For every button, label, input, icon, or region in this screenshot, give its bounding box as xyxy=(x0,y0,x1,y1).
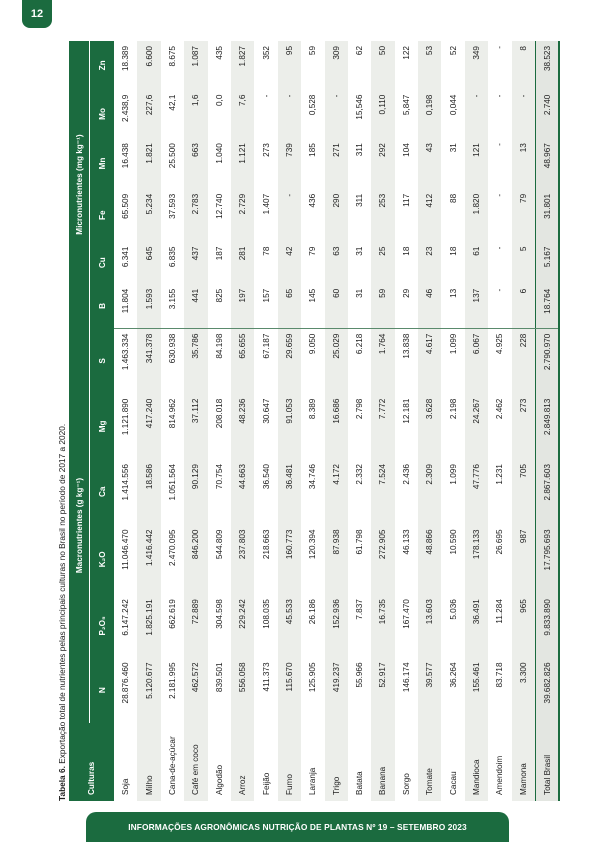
table-cell: 4.617 xyxy=(418,328,441,394)
crop-name: Cacau xyxy=(441,723,464,801)
table-cell: 8.389 xyxy=(301,394,324,459)
page-number: 12 xyxy=(22,0,52,28)
table-cell: 87.938 xyxy=(325,525,348,595)
table-cell: 2.462 xyxy=(488,394,511,459)
table-cell: 2.790.970 xyxy=(536,328,560,394)
table-cell: 253 xyxy=(371,189,394,242)
table-cell: 5.167 xyxy=(536,242,560,284)
table-cell: 48.236 xyxy=(231,394,254,459)
table-cell: 1.821 xyxy=(137,138,160,189)
column-header: K₂O xyxy=(90,525,115,595)
table-cell: 60 xyxy=(325,284,348,328)
header-crops: Culturas xyxy=(69,723,114,801)
table-cell: 0,528 xyxy=(301,90,324,139)
table-cell: 9.050 xyxy=(301,328,324,394)
table-cell: 29 xyxy=(395,284,418,328)
nutrient-export-table xyxy=(69,41,560,801)
table-cell: 26.186 xyxy=(301,594,324,657)
table-cell: 5.036 xyxy=(441,594,464,657)
table-cell: 59 xyxy=(371,284,394,328)
table-cell: 44.663 xyxy=(231,459,254,524)
table-cell: 157 xyxy=(254,284,277,328)
table-row xyxy=(371,41,394,801)
table-cell: 95 xyxy=(278,41,301,90)
table-cell: 17.795.693 xyxy=(536,525,560,595)
table-cell: 39.682.826 xyxy=(536,657,560,722)
table-cell: 88 xyxy=(441,189,464,242)
table-cell: 122 xyxy=(395,41,418,90)
table-cell: 145 xyxy=(301,284,324,328)
table-cell: 120.394 xyxy=(301,525,324,595)
table-cell: 5,847 xyxy=(395,90,418,139)
crop-name: Tomate xyxy=(418,723,441,801)
table-cell: 846.200 xyxy=(184,525,207,595)
table-cell: 31 xyxy=(348,284,371,328)
table-cell: 1.087 xyxy=(184,41,207,90)
table-cell: 273 xyxy=(512,394,536,459)
table-cell: 59 xyxy=(301,41,324,90)
table-cell: 31.801 xyxy=(536,189,560,242)
table-row xyxy=(208,41,231,801)
crop-name: Mamona xyxy=(512,723,536,801)
table-cell: 237.803 xyxy=(231,525,254,595)
table-cell: 48.967 xyxy=(536,138,560,189)
table-cell: 11.284 xyxy=(488,594,511,657)
table-cell: 1,6 xyxy=(184,90,207,139)
table-cell: 42 xyxy=(278,242,301,284)
table-cell: 115.670 xyxy=(278,657,301,722)
table-cell: 12.181 xyxy=(395,394,418,459)
table-cell: 11.046.470 xyxy=(114,525,137,595)
column-header: Ca xyxy=(90,459,115,524)
table-cell: 13 xyxy=(441,284,464,328)
table-cell: 2.470.095 xyxy=(161,525,184,595)
table-row xyxy=(301,41,324,801)
table-cell: 309 xyxy=(325,41,348,90)
table-cell: 39.577 xyxy=(418,657,441,722)
table-cell: 544.809 xyxy=(208,525,231,595)
table-cell: 271 xyxy=(325,138,348,189)
table-cell: 292 xyxy=(371,138,394,189)
table-cell: 25 xyxy=(371,242,394,284)
column-header: P₂O₅ xyxy=(90,594,115,657)
crop-name: Amendoim xyxy=(488,723,511,801)
table-cell: 137 xyxy=(465,284,488,328)
table-cell: 7.524 xyxy=(371,459,394,524)
table-cell: 18.764 xyxy=(536,284,560,328)
table-cell: 3.628 xyxy=(418,394,441,459)
table-cell: 965 xyxy=(512,594,536,657)
table-cell: 5.234 xyxy=(137,189,160,242)
column-header: Cu xyxy=(90,242,115,284)
table-cell: 46 xyxy=(418,284,441,328)
table-cell: 7.837 xyxy=(348,594,371,657)
table-cell: 13.603 xyxy=(418,594,441,657)
table-cell: 273 xyxy=(254,138,277,189)
table-cell: 26.695 xyxy=(488,525,511,595)
table-cell: 45.533 xyxy=(278,594,301,657)
table-cell: 0,198 xyxy=(418,90,441,139)
table-cell: 6.600 xyxy=(137,41,160,90)
table-row xyxy=(184,41,207,801)
crop-name: Batata xyxy=(348,723,371,801)
table-cell: 18 xyxy=(395,242,418,284)
crop-name: Algodão xyxy=(208,723,231,801)
table-cell: 46.133 xyxy=(395,525,418,595)
table-cell: 47.776 xyxy=(465,459,488,524)
crop-name: Arroz xyxy=(231,723,254,801)
table-cell: 7,6 xyxy=(231,90,254,139)
table-cell: 5 xyxy=(512,242,536,284)
table-cell: - xyxy=(254,90,277,139)
table-cell: 61 xyxy=(465,242,488,284)
table-cell: 30.647 xyxy=(254,394,277,459)
table-cell: 12.740 xyxy=(208,189,231,242)
table-cell: 0,0 xyxy=(208,90,231,139)
table-cell: 352 xyxy=(254,41,277,90)
table-cell: 3.300 xyxy=(512,657,536,722)
table-cell: 36.264 xyxy=(441,657,464,722)
table-row xyxy=(114,41,137,801)
table-cell: 412 xyxy=(418,189,441,242)
table-cell: 630.938 xyxy=(161,328,184,394)
table-cell: 50 xyxy=(371,41,394,90)
table-cell: 15,546 xyxy=(348,90,371,139)
table-cell: 52 xyxy=(441,41,464,90)
table-cell: 1.820 xyxy=(465,189,488,242)
table-cell: 311 xyxy=(348,138,371,189)
table-row xyxy=(488,41,511,801)
table-cell: 79 xyxy=(301,242,324,284)
table-cell: 16.438 xyxy=(114,138,137,189)
crop-name: Café em coco xyxy=(184,723,207,801)
table-row xyxy=(137,41,160,801)
table-cell: 1.231 xyxy=(488,459,511,524)
table-cell: 1.593 xyxy=(137,284,160,328)
table-cell: 0,110 xyxy=(371,90,394,139)
table-cell: 91.053 xyxy=(278,394,301,459)
table-cell: 6 xyxy=(512,284,536,328)
table-cell: 0,044 xyxy=(441,90,464,139)
table-cell: - xyxy=(488,138,511,189)
table-cell: 65.509 xyxy=(114,189,137,242)
table-cell: 43 xyxy=(418,138,441,189)
table-cell: 63 xyxy=(325,242,348,284)
table-cell: 2.849.813 xyxy=(536,394,560,459)
crop-name: Feijão xyxy=(254,723,277,801)
table-cell: 55.966 xyxy=(348,657,371,722)
table-cell: 7.772 xyxy=(371,394,394,459)
table-cell: 662.619 xyxy=(161,594,184,657)
table-row xyxy=(512,41,536,801)
caption-label: Tabela 6. xyxy=(57,766,67,801)
table-cell: 117 xyxy=(395,189,418,242)
table-cell: 185 xyxy=(301,138,324,189)
table-cell: 29.659 xyxy=(278,328,301,394)
table-cell: 34.746 xyxy=(301,459,324,524)
crop-name: Total Brasil xyxy=(536,723,560,801)
table-cell: 229.242 xyxy=(231,594,254,657)
table-cell: 36.491 xyxy=(465,594,488,657)
table-cell: 72.889 xyxy=(184,594,207,657)
table-cell: 2.783 xyxy=(184,189,207,242)
table-cell: 18.586 xyxy=(137,459,160,524)
table-cell: 104 xyxy=(395,138,418,189)
crop-name: Cana-de-açúcar xyxy=(161,723,184,801)
table-cell: 825 xyxy=(208,284,231,328)
table-cell: 178.133 xyxy=(465,525,488,595)
table-cell: 167.470 xyxy=(395,594,418,657)
table-cell: 152.936 xyxy=(325,594,348,657)
crop-name: Soja xyxy=(114,723,137,801)
table-cell: 6.341 xyxy=(114,242,137,284)
table-row xyxy=(418,41,441,801)
column-header: Fe xyxy=(90,189,115,242)
table-cell: 48.866 xyxy=(418,525,441,595)
table-cell: 6.218 xyxy=(348,328,371,394)
table-cell: 35.786 xyxy=(184,328,207,394)
table-cell: 2.729 xyxy=(231,189,254,242)
table-cell: 90.129 xyxy=(184,459,207,524)
table-cell: 31 xyxy=(348,242,371,284)
table-cell: 349 xyxy=(465,41,488,90)
table-cell: 62 xyxy=(348,41,371,90)
table-cell: - xyxy=(512,90,536,139)
table-cell: 13.838 xyxy=(395,328,418,394)
column-header: N xyxy=(90,657,115,722)
table-cell: 987 xyxy=(512,525,536,595)
table-cell: 304.598 xyxy=(208,594,231,657)
total-row xyxy=(536,41,560,801)
table-cell: 228 xyxy=(512,328,536,394)
table-cell: 9.833.890 xyxy=(536,594,560,657)
table-cell: 125.905 xyxy=(301,657,324,722)
table-cell: 5.120.677 xyxy=(137,657,160,722)
table-cell: 36.540 xyxy=(254,459,277,524)
header-macronutrients: Macronutrientes (g kg⁻¹) xyxy=(69,328,90,723)
table-cell: 67.187 xyxy=(254,328,277,394)
table-cell: 42,1 xyxy=(161,90,184,139)
table-cell: 155.461 xyxy=(465,657,488,722)
column-header: Mo xyxy=(90,90,115,139)
table-row xyxy=(161,41,184,801)
table-cell: 6.835 xyxy=(161,242,184,284)
table-cell: - xyxy=(488,41,511,90)
table-cell: 1.099 xyxy=(441,459,464,524)
table-cell: 227,6 xyxy=(137,90,160,139)
table-cell: - xyxy=(465,90,488,139)
table-body xyxy=(114,41,559,801)
table-cell: 187 xyxy=(208,242,231,284)
table-cell: 1.764 xyxy=(371,328,394,394)
table-cell: - xyxy=(488,284,511,328)
column-header-row xyxy=(90,41,115,801)
table-cell: 10.590 xyxy=(441,525,464,595)
table-cell: 23 xyxy=(418,242,441,284)
table-cell: 290 xyxy=(325,189,348,242)
table-cell: 11.804 xyxy=(114,284,137,328)
table-cell: 121 xyxy=(465,138,488,189)
table-cell: 1.825.191 xyxy=(137,594,160,657)
table-cell: 79 xyxy=(512,189,536,242)
table-cell: 814.962 xyxy=(161,394,184,459)
rotated-table-block xyxy=(55,41,552,801)
table-cell: 1.827 xyxy=(231,41,254,90)
column-header: Mg xyxy=(90,394,115,459)
table-caption xyxy=(57,424,67,801)
table-cell: 1.051.564 xyxy=(161,459,184,524)
table-cell: - xyxy=(325,90,348,139)
crop-name: Sorgo xyxy=(395,723,418,801)
table-cell: 435 xyxy=(208,41,231,90)
table-cell: 53 xyxy=(418,41,441,90)
table-cell: 16.686 xyxy=(325,394,348,459)
table-cell: 441 xyxy=(184,284,207,328)
table-cell: 1.121.890 xyxy=(114,394,137,459)
table-row xyxy=(348,41,371,801)
table-cell: 2.798 xyxy=(348,394,371,459)
table-cell: 84.198 xyxy=(208,328,231,394)
crop-name: Trigo xyxy=(325,723,348,801)
table-cell: 218.663 xyxy=(254,525,277,595)
table-cell: 3.155 xyxy=(161,284,184,328)
table-cell: 70.754 xyxy=(208,459,231,524)
table-cell: 108.035 xyxy=(254,594,277,657)
column-header: Zn xyxy=(90,41,115,90)
table-cell: 8 xyxy=(512,41,536,90)
table-cell: 1.099 xyxy=(441,328,464,394)
crop-name: Milho xyxy=(137,723,160,801)
table-cell: 2.438,9 xyxy=(114,90,137,139)
table-cell: - xyxy=(278,90,301,139)
table-cell: 65 xyxy=(278,284,301,328)
table-cell: 37.112 xyxy=(184,394,207,459)
table-cell: 78 xyxy=(254,242,277,284)
table-row xyxy=(441,41,464,801)
crop-name: Fumo xyxy=(278,723,301,801)
table-cell: 1.414.556 xyxy=(114,459,137,524)
table-row xyxy=(465,41,488,801)
table-cell: 38.523 xyxy=(536,41,560,90)
table-cell: 739 xyxy=(278,138,301,189)
table-cell: 1.463.334 xyxy=(114,328,137,394)
table-cell: 417.240 xyxy=(137,394,160,459)
table-cell: 411.373 xyxy=(254,657,277,722)
crop-name: Laranja xyxy=(301,723,324,801)
table-cell: 61.798 xyxy=(348,525,371,595)
column-header: S xyxy=(90,328,115,394)
crop-name: Banana xyxy=(371,723,394,801)
table-cell: 341.378 xyxy=(137,328,160,394)
table-cell: 2.436 xyxy=(395,459,418,524)
table-cell: 437 xyxy=(184,242,207,284)
table-row xyxy=(231,41,254,801)
table-cell: 1.416.442 xyxy=(137,525,160,595)
table-cell: 462.572 xyxy=(184,657,207,722)
table-cell: 28.876.460 xyxy=(114,657,137,722)
column-header: Mn xyxy=(90,138,115,189)
table-cell: 31 xyxy=(441,138,464,189)
table-cell: - xyxy=(278,189,301,242)
table-cell: 25.500 xyxy=(161,138,184,189)
table-cell: 18.389 xyxy=(114,41,137,90)
table-cell: 1.121 xyxy=(231,138,254,189)
table-cell: 2.740 xyxy=(536,90,560,139)
table-cell: 4.925 xyxy=(488,328,511,394)
table-cell: 2.867.603 xyxy=(536,459,560,524)
table-cell: - xyxy=(488,90,511,139)
table-cell: 160.773 xyxy=(278,525,301,595)
column-header: B xyxy=(90,284,115,328)
table-cell: 1.407 xyxy=(254,189,277,242)
table-cell: 8.675 xyxy=(161,41,184,90)
table-cell: 13 xyxy=(512,138,536,189)
table-cell: 36.481 xyxy=(278,459,301,524)
table-cell: 645 xyxy=(137,242,160,284)
table-cell: 208.018 xyxy=(208,394,231,459)
table-cell: 37.593 xyxy=(161,189,184,242)
footer-banner: INFORMAÇÕES AGRONÔMICAS NUTRIÇÃO DE PLANTAS Nº 19 – SETEMBRO 2023 xyxy=(86,812,509,842)
table-cell: 2.181.995 xyxy=(161,657,184,722)
table-cell: 663 xyxy=(184,138,207,189)
table-cell: 146.174 xyxy=(395,657,418,722)
table-row xyxy=(254,41,277,801)
table-cell: 1.040 xyxy=(208,138,231,189)
table-cell: 311 xyxy=(348,189,371,242)
table-cell: 6.147.242 xyxy=(114,594,137,657)
table-cell: 2.332 xyxy=(348,459,371,524)
table-cell: 6.067 xyxy=(465,328,488,394)
table-row xyxy=(395,41,418,801)
table-cell: 272.905 xyxy=(371,525,394,595)
table-cell: 16.735 xyxy=(371,594,394,657)
table-cell: 705 xyxy=(512,459,536,524)
table-row xyxy=(325,41,348,801)
table-cell: 18 xyxy=(441,242,464,284)
caption-text: Exportação total de nutrientes pelas principais culturas no Brasil no período de 2017 a 2020. xyxy=(57,423,67,764)
table-cell: 2.198 xyxy=(441,394,464,459)
table-cell: 83.718 xyxy=(488,657,511,722)
table-cell: 52.917 xyxy=(371,657,394,722)
table-cell: 839.501 xyxy=(208,657,231,722)
table-cell: 65.655 xyxy=(231,328,254,394)
table-cell: 24.267 xyxy=(465,394,488,459)
table-cell: 4.172 xyxy=(325,459,348,524)
table-row xyxy=(278,41,301,801)
crop-name: Mandioca xyxy=(465,723,488,801)
table-cell: 197 xyxy=(231,284,254,328)
table-cell: 419.237 xyxy=(325,657,348,722)
table-cell: 25.029 xyxy=(325,328,348,394)
table-cell: 556.058 xyxy=(231,657,254,722)
table-cell: 436 xyxy=(301,189,324,242)
table-cell: 281 xyxy=(231,242,254,284)
table-cell: - xyxy=(488,189,511,242)
header-micronutrients: Micronutrientes (mg kg⁻¹) xyxy=(69,41,90,328)
table-cell: 2.309 xyxy=(418,459,441,524)
table-cell: - xyxy=(488,242,511,284)
